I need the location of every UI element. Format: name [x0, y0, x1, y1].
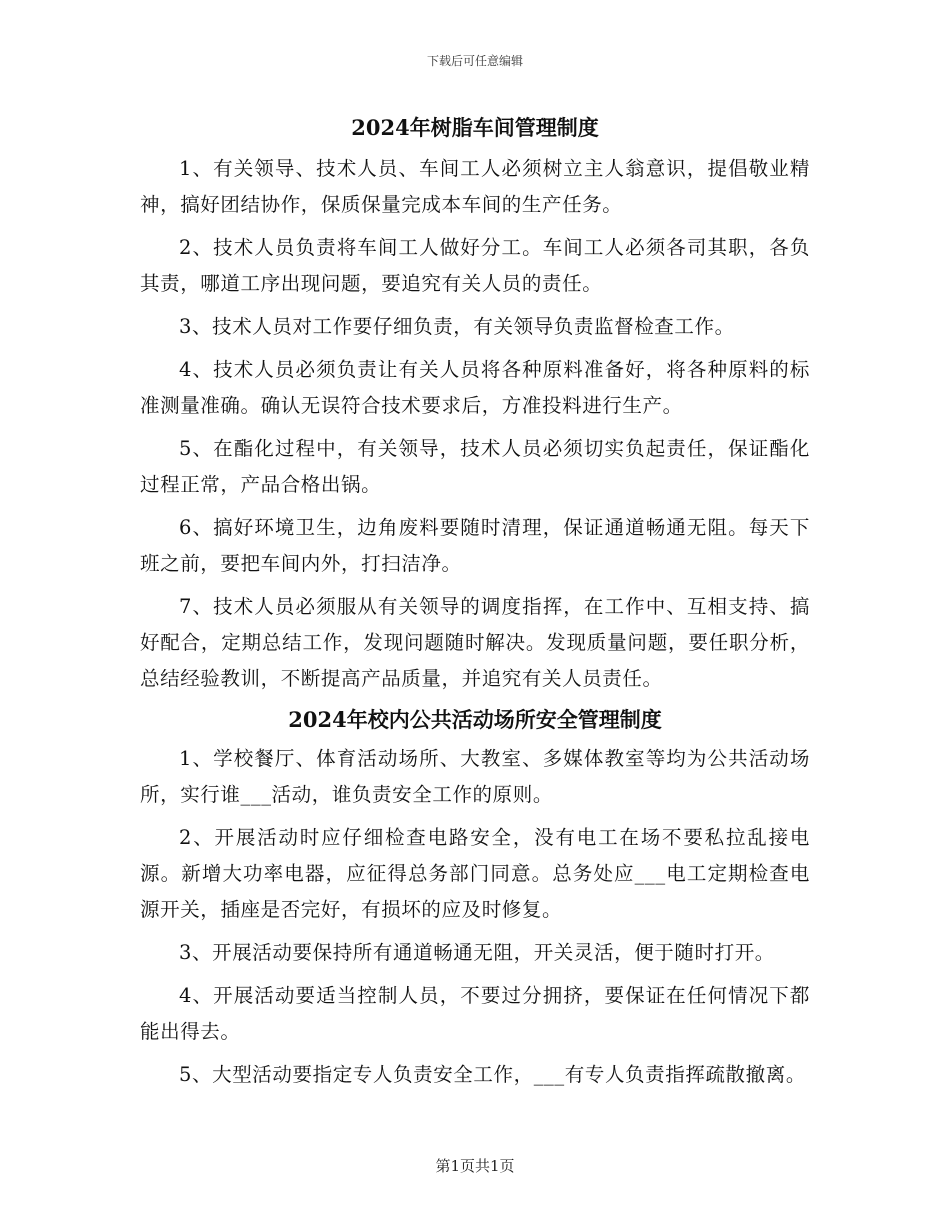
document-body: [140, 112, 810, 1100]
campus-rule-paragraph: 2、开展活动时应仔细检查电路安全，没有电工在场不要私拉乱接电源。新增大功率电器，应征得总务部门同意。总务处应___电工定期检查电源开关，插座是否完好，有损坏的应及时修复。: [140, 826, 810, 921]
campus-rule-paragraph: 3、开展活动要保持所有通道畅通无阻，开关灵活，便于随时打开。: [179, 941, 775, 964]
resin-rule-paragraph: 6、搞好环境卫生，边角废料要随时清理，保证通道畅通无阻。每天下班之前，要把车间内外，打扫洁净。: [140, 516, 810, 575]
resin-rule-paragraph: 3、技术人员对工作要仔细负责，有关领导负责监督检查工作。: [179, 315, 735, 338]
campus-rule-paragraph: 5、大型活动要指定专人负责安全工作，___有专人负责指挥疏散撤离。: [179, 1063, 806, 1086]
section-title-campus-safety: 2024年校内公共活动场所安全管理制度: [288, 707, 662, 732]
resin-rule-paragraph: 7、技术人员必须服从有关领导的调度指挥，在工作中、互相支持、搞好配合，定期总结工作，发现问题随时解决。发现质量问题，要任职分析，总结经验教训，不断提高产品质量，并追究有关人员责任。: [140, 595, 810, 690]
resin-rule-paragraph: 4、技术人员必须负责让有关人员将各种原料准备好，将各种原料的标准测量准确。确认无误符合技术要求后，方准投料进行生产。: [140, 358, 810, 417]
page-header-note: 下载后可任意编辑: [426, 54, 523, 68]
resin-rule-paragraph: 5、在酯化过程中，有关领导，技术人员必须切实负起责任，保证酯化过程正常，产品合格出锅。: [140, 437, 810, 496]
page-number-footer: 第1页共1页: [435, 1157, 515, 1175]
resin-rule-paragraph: 1、有关领导、技术人员、车间工人必须树立主人翁意识，提倡敬业精神，搞好团结协作，保质保量完成本车间的生产任务。: [140, 157, 810, 216]
campus-rule-paragraph: 1、学校餐厅、体育活动场所、大教室、多媒体教室等均为公共活动场所，实行谁___活动，谁负责安全工作的原则。: [140, 747, 810, 806]
campus-rule-paragraph: 4、开展活动要适当控制人员，不要过分拥挤，要保证在任何情况下都能出得去。: [140, 984, 810, 1043]
resin-rule-paragraph: 2、技术人员负责将车间工人做好分工。车间工人必须各司其职，各负其责，哪道工序出现问题，要追究有关人员的责任。: [140, 236, 810, 295]
section-title-resin-workshop: 2024年树脂车间管理制度: [351, 115, 599, 140]
